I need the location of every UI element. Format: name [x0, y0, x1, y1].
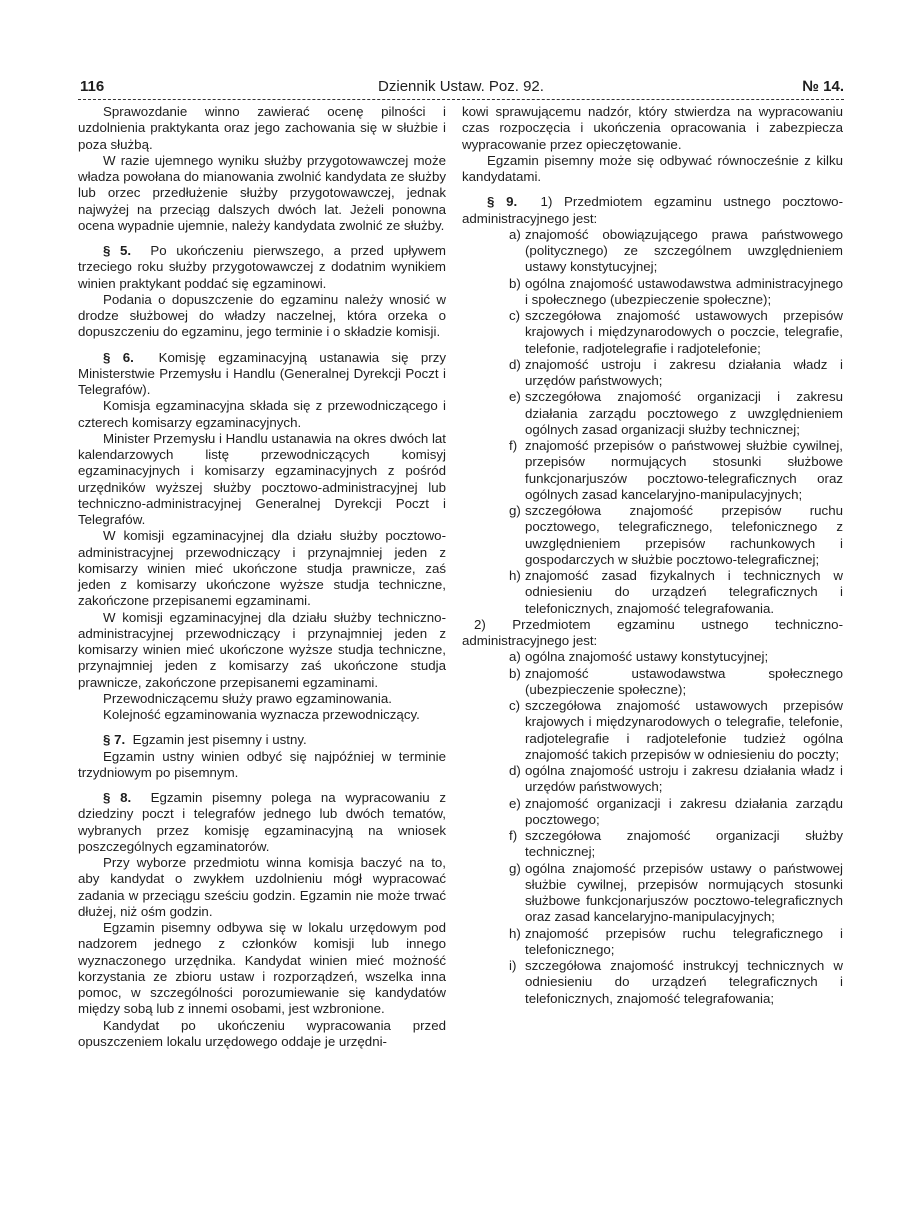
- paragraph: [78, 104, 446, 153]
- list-item: [462, 357, 843, 390]
- paragraph-text: W komisji egzaminacyjnej dla działu służby pocztowo-administracyjnej przewodniczący i przynajmniej jeden z komisarzy winien mieć ukończone studja prawnicze, zaś jeden z komisarzy ukończone wyższe studja techniczne, zakończone przepisanemi egzaminami.: [78, 528, 446, 609]
- section-paragraph: [78, 732, 446, 748]
- list-item: [462, 698, 843, 763]
- list-item-letter: h): [509, 925, 521, 941]
- list-item-text: szczegółowa znajomość przepisów ruchu pocztowego, telegraficznego, telefonicznego z uwzględnieniem przepisów rachunkowych i gospodarczych w służbie pocztowo-telegraficznej;: [525, 503, 843, 567]
- header-rule: [78, 99, 844, 100]
- paragraph: [78, 292, 446, 341]
- page-number: 116: [80, 78, 105, 95]
- section-number: § 6.: [103, 349, 134, 365]
- section-number: § 9.: [487, 194, 518, 210]
- paragraph: [78, 707, 446, 723]
- list-item: [462, 649, 843, 665]
- list-item-text: znajomość ustawodawstwa społecznego (ubezpieczenie społeczne);: [525, 665, 843, 697]
- paragraph-text: Egzamin pisemny odbywa się w lokalu urzędowym pod nadzorem jednego z członków komisji lub innego wyznaczonego urzędnika. Kandydat winien mieć możność korzystania ze zbioru ustaw i rozporządzeń, wszelka inna pomoc, w szczególności porozumiewanie się kandydatów między sobą lub z innemi osobami, jest wzbronione.: [78, 920, 446, 1017]
- list-item: [462, 763, 843, 796]
- list-item-letter: i): [509, 958, 517, 973]
- paragraph: [78, 920, 446, 1018]
- list-item-text: znajomość zasad fizykalnych i technicznych w odniesieniu do urządzeń telegraficznych i telefonicznych, znajomość telegrafowania.: [525, 568, 843, 616]
- paragraph-text: W komisji egzaminacyjnej dla działu służby techniczno-administracyjnej przewodniczący i przynajmniej jeden z komisarzy winien mieć ukończone wyższe studja techniczne, przynajmniej jeden z komisarzy zaś ukończone studja prawnicze, zakończone przepisanemi egzaminami.: [78, 609, 446, 690]
- list-item: [462, 227, 843, 276]
- list-item: [462, 926, 843, 959]
- list-item: [462, 796, 843, 829]
- list-technical-admin: [462, 649, 843, 1007]
- paragraph-text: W razie ujemnego wyniku służby przygotowawczej może władza powołana do mianowania zwolnić kandydata ze służby lub orzec przedłużenie służby przygotowawczej, jednak najwyżej na przeciąg dalszych dwóch lat. Jeżeli ponowna ocena wypadnie ujemnie, należy kandydata zwolnić ze służby.: [78, 152, 446, 233]
- list-item-text: ogólna znajomość przepisów ustawy o państwowej służbie cywilnej, przepisów normujących stosunki służbowe funkcjonarjuszów pocztowo-telegraficznych oraz zasad kancelaryjno-manipulacyjnych;: [525, 860, 843, 925]
- list-item-letter: g): [509, 860, 521, 876]
- list-item-text: znajomość organizacji i zakresu działania zarządu pocztowego;: [525, 795, 843, 827]
- list-item-letter: c): [509, 308, 521, 323]
- list-item: [462, 828, 843, 861]
- paragraph-text: Minister Przemysłu i Handlu ustanawia na okres dwóch lat kalendarzowych listę przewodniczących komisyj egzaminacyjnych i komisarzy egzaminacyjnych z pośród urzędników wyższej służby pocztowo-administracyjnej lub techniczno-administracyjnej Generalnej Dyrekcji Poczt i Telegrafów.: [78, 430, 446, 527]
- list-item-letter: e): [509, 795, 521, 811]
- list-item-letter: c): [509, 698, 521, 713]
- list-item-text: szczegółowa znajomość ustawowych przepisów krajowych i międzynarodowych o telegrafie, telefonie, radjotelegrafie i radjotelefonie tudzież ogólna znajomość takich przepisów w odniesieniu do poczty;: [525, 698, 843, 762]
- section-number: § 7.: [103, 732, 126, 748]
- list-item: [462, 958, 843, 1007]
- list-item: [462, 568, 843, 617]
- list-item-text: ogólna znajomość ustawy konstytucyjnej;: [525, 649, 769, 665]
- list-postal-admin: [462, 227, 843, 617]
- list-item-letter: f): [509, 438, 518, 453]
- list-item-text: znajomość ustroju i zakresu działania władz i urzędów państwowych;: [525, 356, 843, 388]
- paragraph-text: Przewodniczącemu służy prawo egzaminowania.: [103, 690, 392, 706]
- list-item: [462, 666, 843, 699]
- list-item: [462, 389, 843, 438]
- journal-title: Dziennik Ustaw. Poz. 92.: [378, 78, 544, 95]
- list-item-text: szczegółowa znajomość instrukcyj technicznych w odniesieniu do urządzeń telegraficznych i telefonicznych, znajomość telegrafowania;: [525, 958, 843, 1006]
- list-item-letter: g): [509, 503, 521, 518]
- list-item-text: znajomość obowiązującego prawa państwowego (politycznego) ze szczególnem uwzględnieniem ustawy konstytucyjnej;: [525, 226, 843, 275]
- list-item: [462, 276, 843, 309]
- paragraph: Egzamin pisemny może się odbywać równocześnie z kilku kandydatami.: [462, 152, 843, 184]
- list-item-text: znajomość przepisów o państwowej służbie cywilnej, przepisów normujących stosunki służbowe funkcjonarjuszów pocztowo-telegraficznych oraz ogólnych zasad kancelaryjno-manipulacyjnych;: [525, 438, 843, 502]
- paragraph: 2) Przedmiotem egzaminu ustnego techniczno-administracyjnego jest:: [462, 616, 843, 648]
- paragraph-text: Egzamin pisemny polega na wypracowaniu z dziedziny poczt i telegrafów jednego lub dwóch tematów, wybranych przez komisję egzaminacyjną na wniosek poszczególnych egzaminatorów.: [78, 790, 447, 854]
- list-item-letter: f): [509, 828, 518, 843]
- paragraph-text: Egzamin jest pisemny i ustny.: [132, 732, 307, 748]
- paragraph-text: Komisję egzaminacyjną ustanawia się przy Ministerstwie Przemysłu i Handlu (Generalnej Dyrekcji Poczt i Telegrafów).: [78, 349, 447, 397]
- paragraph: [78, 691, 446, 707]
- paragraph-text: Komisja egzaminacyjna składa się z przewodniczącego i czterech komisarzy egzaminacyjnych.: [78, 398, 446, 430]
- list-item-letter: a): [509, 649, 521, 665]
- list-item-letter: a): [509, 226, 521, 242]
- paragraph: [78, 398, 446, 431]
- list-item-text: szczegółowa znajomość organizacji i zakresu działania zarządu pocztowego z uwzględnieniem ogólnych zasad organizacji służby technicznej;: [525, 389, 843, 437]
- list-item-letter: b): [509, 275, 521, 291]
- section-paragraph: [78, 350, 446, 399]
- list-item-text: szczegółowa znajomość organizacji służby technicznej;: [525, 828, 843, 860]
- paragraph-text: Kolejność egzaminowania wyznacza przewodniczący.: [103, 707, 420, 722]
- paragraph: kowi sprawującemu nadzór, który stwierdza na wypracowaniu czas rozpoczęcia i ukończenia opracowania i zabezpiecza wypracowanie przez opieczętowanie.: [462, 104, 843, 152]
- list-item: [462, 503, 843, 568]
- list-item: [462, 438, 843, 503]
- list-item: [462, 308, 843, 357]
- page-header: [78, 78, 844, 98]
- paragraph: [78, 749, 446, 782]
- list-item-letter: d): [509, 763, 521, 778]
- paragraph: [78, 153, 446, 234]
- paragraph-text: 1) Przedmiotem egzaminu ustnego pocztowo-administracyjnego jest:: [462, 194, 843, 226]
- list-item-letter: h): [509, 568, 521, 583]
- right-column: [462, 104, 843, 1007]
- list-item: [462, 861, 843, 926]
- paragraph: [78, 855, 446, 920]
- section-9-intro: [462, 194, 843, 227]
- paragraph: [78, 610, 446, 691]
- list-item-letter: d): [509, 356, 521, 372]
- list-item-text: znajomość przepisów ruchu telegraficznego i telefonicznego;: [525, 925, 843, 957]
- section-number: § 8.: [103, 790, 132, 805]
- paragraph-text: Kandydat po ukończeniu wypracowania przed opuszczeniem lokalu urzędowego oddaje je urzędni-: [78, 1017, 446, 1049]
- section-number: § 5.: [103, 243, 132, 258]
- left-column: [78, 104, 446, 1050]
- paragraph: [78, 1018, 446, 1051]
- paragraph: [78, 431, 446, 529]
- paragraph-text: Sprawozdanie winno zawierać ocenę pilności i uzdolnienia praktykanta oraz jego zachowania się w służbie i poza służbą.: [78, 104, 446, 152]
- paragraph-text: Podania o dopuszczenie do egzaminu należy wnosić w drodze służbowej do władzy naczelnej, która orzeka o dopuszczeniu do egzaminu, jego terminie i o składzie komisji.: [78, 291, 446, 340]
- paragraph-text: Przy wyborze przedmiotu winna komisja baczyć na to, aby kandydat o zwykłem uzdolnieniu mógł wypracować zadania w przeciągu sześciu godzin. Egzamin nie może trwać dłużej, niż ośm godzin.: [78, 855, 446, 919]
- paragraph-text: Po ukończeniu pierwszego, a przed upływem trzeciego roku służby przygotowawczej z dodatnim wynikiem winien praktykant poddać się egzaminowi.: [78, 243, 447, 291]
- list-item-text: ogólna znajomość ustroju i zakresu działania władz i urzędów państwowych;: [525, 763, 843, 795]
- list-item-letter: b): [509, 665, 521, 681]
- section-paragraph: [78, 790, 446, 855]
- issue-number: № 14.: [802, 78, 844, 95]
- list-item-letter: e): [509, 389, 521, 405]
- list-item-text: ogólna znajomość ustawodawstwa administracyjnego i społecznego (ubezpieczenie społeczne);: [525, 275, 843, 307]
- list-item-text: szczegółowa znajomość ustawowych przepisów krajowych i międzynarodowych o poczcie, telegrafie, telefonie, radjotelegrafie i radjotelefonie;: [525, 308, 843, 356]
- section-paragraph: [78, 243, 446, 292]
- paragraph: [78, 528, 446, 609]
- paragraph-text: Egzamin ustny winien odbyć się najpóźniej w terminie trzydniowym po pisemnym.: [78, 748, 446, 780]
